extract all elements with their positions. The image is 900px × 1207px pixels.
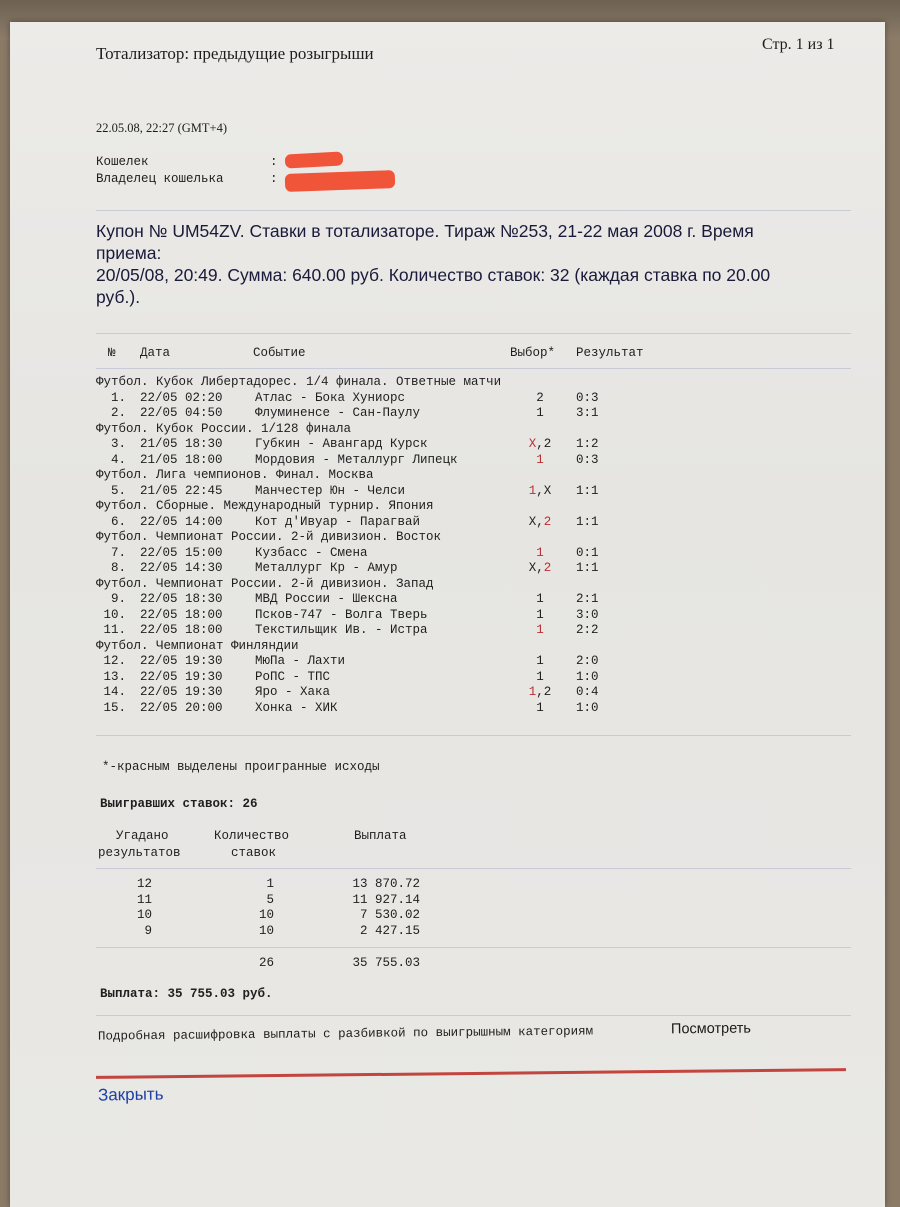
- row-event: Яро - Хака: [255, 685, 331, 699]
- row-event: Хонка - ХИК: [255, 700, 338, 715]
- row-result: 3:1: [576, 406, 599, 420]
- owner-colon: :: [270, 172, 278, 186]
- wins-total-count: 26: [258, 956, 274, 970]
- footer-divider: [96, 1068, 846, 1079]
- choice-outcome: 1: [528, 685, 537, 699]
- choice-separator: ,: [536, 685, 544, 699]
- details-link[interactable]: Посмотреть: [670, 1020, 752, 1038]
- choice-outcome: 2: [543, 514, 552, 529]
- divider: [96, 210, 851, 211]
- wins-guessed: 9: [144, 923, 152, 938]
- row-result: 1:1: [576, 514, 599, 529]
- row-date: 22/05 20:00: [140, 700, 223, 715]
- print-datetime: 22.05.08, 22:27 (GMT+4): [96, 121, 227, 135]
- close-link[interactable]: Закрыть: [97, 1084, 164, 1105]
- row-result: 3:0: [576, 607, 599, 622]
- row-date: 22/05 19:30: [140, 669, 223, 684]
- choice-outcome: 1: [536, 623, 544, 637]
- row-choice: [515, 623, 565, 637]
- choice-outcome: X: [528, 514, 537, 529]
- row-event: Кузбасс - Смена: [255, 545, 368, 560]
- owner-label: Владелец кошелька: [96, 172, 224, 186]
- coupon-line-1: Купон № UM54ZV. Ставки в тотализаторе. Тираж №253, 21-22 мая 2008 г. Время: [96, 221, 754, 241]
- row-result: 2:2: [576, 623, 599, 637]
- row-date: 22/05 14:30: [140, 561, 223, 575]
- row-choice: [515, 515, 565, 529]
- row-choice: [515, 701, 565, 715]
- row-number: 6.: [110, 514, 126, 529]
- wins-guessed: 10: [136, 908, 152, 922]
- page-title: Тотализатор: предыдущие розыгрыши: [96, 44, 374, 63]
- row-date: 22/05 18:30: [140, 592, 223, 606]
- divider: [96, 368, 851, 369]
- row-number: 13.: [103, 669, 126, 684]
- row-choice: [515, 685, 565, 699]
- row-number: 14.: [103, 685, 126, 699]
- event-group-header: Футбол. Сборные. Международный турнир. Япония: [96, 499, 434, 513]
- row-event: Флуминенсе - Сан-Паулу: [255, 406, 421, 420]
- col-date-header: Дата: [140, 346, 171, 360]
- row-result: 0:3: [576, 452, 599, 467]
- choice-outcome: X: [543, 483, 552, 498]
- row-number: 3.: [110, 437, 126, 451]
- wallet-label: Кошелек: [96, 155, 149, 169]
- row-choice: [515, 670, 565, 684]
- row-result: 0:1: [576, 545, 599, 560]
- row-number: 11.: [103, 623, 126, 637]
- col-event-header: Событие: [253, 346, 306, 360]
- row-result: 2:1: [576, 592, 599, 606]
- choice-outcome: 2: [543, 685, 552, 699]
- row-result: 1:0: [576, 700, 599, 715]
- row-choice: [515, 592, 565, 606]
- printed-page: [10, 22, 885, 1207]
- divider: [96, 947, 851, 948]
- row-event: Атлас - Бока Хуниорс: [255, 390, 406, 405]
- wins-col-payout: Выплата: [354, 829, 407, 843]
- choice-outcome: X: [528, 437, 537, 451]
- choice-outcome: 1: [536, 700, 544, 715]
- row-event: РоПС - ТПС: [255, 669, 331, 684]
- row-result: 1:1: [576, 561, 599, 575]
- wins-count: 10: [258, 908, 274, 922]
- row-choice: [515, 437, 565, 451]
- col-choice-header: Выбор*: [510, 346, 556, 360]
- row-event: Мордовия - Металлург Липецк: [255, 452, 458, 467]
- row-number: 4.: [110, 452, 126, 467]
- wins-guessed: 11: [136, 892, 152, 907]
- wins-col-count-2: ставок: [231, 846, 277, 860]
- choice-outcome: 2: [543, 561, 552, 575]
- coupon-line-2: приема:: [96, 243, 162, 263]
- wallet-colon: :: [270, 155, 278, 169]
- row-date: 21/05 18:30: [140, 437, 223, 451]
- row-choice: [515, 608, 565, 622]
- choice-outcome: 2: [543, 437, 552, 451]
- event-group-header: Футбол. Чемпионат России. 2-й дивизион. Восток: [96, 530, 442, 544]
- wins-guessed: 12: [136, 877, 152, 891]
- row-date: 22/05 19:30: [140, 685, 223, 699]
- row-result: 2:0: [576, 654, 599, 668]
- row-choice: [515, 546, 565, 560]
- row-choice: [515, 654, 565, 668]
- row-choice: [515, 406, 565, 420]
- event-group-header: Футбол. Лига чемпионов. Финал. Москва: [96, 468, 374, 482]
- choice-separator: ,: [536, 483, 544, 498]
- choice-outcome: 1: [536, 452, 544, 467]
- choice-separator: ,: [536, 437, 544, 451]
- row-choice: [515, 561, 565, 575]
- details-text: Подробная расшифровка выплаты с разбивкой по выигрышным категориям: [97, 1024, 594, 1044]
- row-result: 1:0: [576, 669, 599, 684]
- wins-payout: 11 927.14: [352, 892, 420, 907]
- row-event: Текстильщик Ив. - Истра: [255, 623, 428, 637]
- row-number: 2.: [110, 406, 126, 420]
- row-event: Манчестер Юн - Челси: [255, 483, 406, 498]
- choice-separator: ,: [536, 514, 544, 529]
- choice-outcome: 1: [528, 483, 537, 498]
- choice-outcome: X: [528, 561, 537, 575]
- row-event: МюПа - Лахти: [255, 654, 346, 668]
- row-number: 12.: [103, 654, 126, 668]
- wins-col-count-1: Количество: [214, 829, 290, 843]
- wins-payout: 13 870.72: [352, 877, 420, 891]
- coupon-line-3: 20/05/08, 20:49. Сумма: 640.00 руб. Количество ставок: 32 (каждая ставка по 20.00: [96, 265, 771, 285]
- col-num-header: №: [108, 346, 116, 360]
- page-number: Стр. 1 из 1: [762, 36, 835, 53]
- divider: [96, 1015, 851, 1016]
- row-number: 10.: [103, 607, 126, 622]
- choice-outcome: 1: [536, 607, 544, 622]
- total-payout: Выплата: 35 755.03 руб.: [100, 987, 273, 1001]
- row-date: 22/05 02:20: [140, 390, 223, 405]
- row-date: 22/05 18:00: [140, 607, 223, 622]
- row-number: 9.: [110, 592, 126, 606]
- divider: [96, 868, 851, 869]
- wins-count: 10: [258, 923, 274, 938]
- wins-payout: 2 427.15: [359, 923, 420, 938]
- row-result: 1:2: [576, 437, 599, 451]
- row-event: Кот д'Ивуар - Парагвай: [255, 514, 421, 529]
- wins-total-payout: 35 755.03: [352, 956, 420, 970]
- row-date: 22/05 15:00: [140, 545, 223, 560]
- row-date: 21/05 18:00: [140, 452, 223, 467]
- row-result: 0:4: [576, 685, 599, 699]
- owner-redaction: [285, 170, 396, 192]
- divider: [96, 735, 851, 736]
- row-date: 21/05 22:45: [140, 483, 223, 498]
- choice-separator: ,: [536, 561, 544, 575]
- row-date: 22/05 19:30: [140, 654, 223, 668]
- row-event: Псков-747 - Волга Тверь: [255, 607, 428, 622]
- row-result: 1:1: [576, 483, 599, 498]
- footnote: *-красным выделены проигранные исходы: [102, 760, 380, 774]
- wins-count: 5: [266, 892, 274, 907]
- row-number: 1.: [110, 390, 126, 405]
- col-result-header: Результат: [576, 346, 644, 360]
- row-date: 22/05 18:00: [140, 623, 223, 637]
- row-date: 22/05 14:00: [140, 514, 223, 529]
- wallet-redaction: [285, 151, 344, 168]
- choice-outcome: 1: [536, 545, 544, 560]
- row-number: 15.: [103, 700, 126, 715]
- row-event: МВД России - Шексна: [255, 592, 398, 606]
- row-choice: [515, 391, 565, 405]
- winning-bets-count: Выигравших ставок: 26: [100, 797, 258, 811]
- row-number: 7.: [110, 545, 126, 560]
- divider: [96, 333, 851, 334]
- event-group-header: Футбол. Кубок Либертадорес. 1/4 финала. Ответные матчи: [96, 375, 502, 389]
- choice-outcome: 1: [536, 406, 544, 420]
- wins-count: 1: [266, 877, 274, 891]
- row-event: Металлург Кр - Амур: [255, 561, 398, 575]
- event-group-header: Футбол. Чемпионат России. 2-й дивизион. Запад: [96, 576, 434, 591]
- row-number: 8.: [110, 561, 126, 575]
- choice-outcome: 1: [536, 669, 544, 684]
- choice-outcome: 1: [536, 654, 544, 668]
- row-choice: [515, 484, 565, 498]
- row-event: Губкин - Авангард Курск: [255, 437, 428, 451]
- row-number: 5.: [110, 483, 126, 498]
- coupon-line-4: руб.).: [96, 287, 141, 307]
- wins-col-guessed-1: Угадано: [116, 829, 169, 843]
- choice-outcome: 1: [536, 592, 544, 606]
- row-result: 0:3: [576, 390, 599, 405]
- row-choice: [515, 453, 565, 467]
- row-date: 22/05 04:50: [140, 406, 223, 420]
- wins-payout: 7 530.02: [359, 908, 420, 922]
- event-group-header: Футбол. Кубок России. 1/128 финала: [96, 421, 352, 436]
- event-group-header: Футбол. Чемпионат Финляндии: [96, 638, 299, 653]
- choice-outcome: 2: [536, 390, 544, 405]
- wins-col-guessed-2: результатов: [98, 846, 181, 860]
